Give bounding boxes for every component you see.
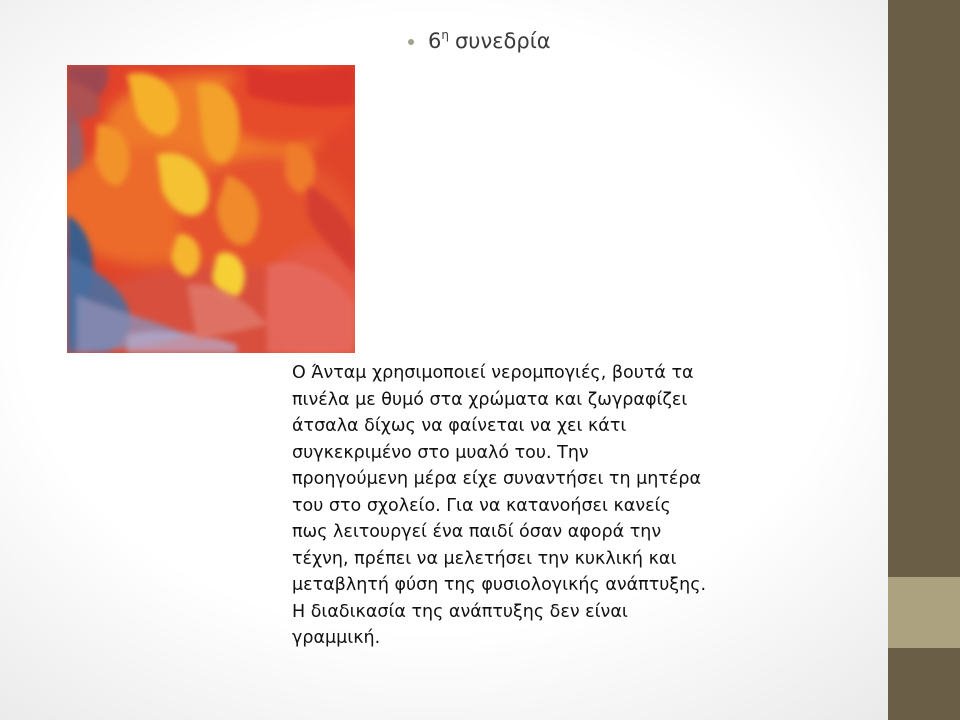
body-line: άτσαλα δίχως να φαίνεται να χει κάτι bbox=[292, 416, 627, 436]
body-line: Η διαδικασία της ανάπτυξης δεν είναι bbox=[292, 601, 628, 622]
body-line: γραμμική. bbox=[292, 628, 381, 648]
heading-word: συνεδρία bbox=[454, 29, 551, 53]
heading-text bbox=[428, 28, 551, 53]
body-line: πινέλα με θυμό στα χρώματα και ζωγραφίζει bbox=[292, 389, 688, 410]
body-paragraph bbox=[292, 360, 770, 652]
body-line: του στο σχολείο. Για να κατανοήσει κανείς bbox=[292, 495, 671, 516]
bullet-dot-icon bbox=[408, 39, 414, 45]
heading-number: 6 bbox=[428, 29, 442, 53]
body-line: τέχνη, πρέπει να μελετήσει την κυκλική και bbox=[292, 548, 677, 569]
body-line: πως λειτουργεί ένα παιδί όσαν αφορά την bbox=[292, 522, 662, 542]
bullet-heading bbox=[408, 28, 551, 53]
body-line: προηγούμενη μέρα είχε συναντήσει τη μητέρα bbox=[292, 469, 701, 489]
body-line: συγκεκριμένο στο μυαλό του. Την bbox=[292, 442, 589, 463]
body-line: Ο Άνταμ χρησιμοποιεί νερομπογιές, βουτά τα bbox=[292, 363, 694, 383]
painting-image bbox=[67, 65, 355, 353]
side-decor-accent bbox=[888, 577, 960, 648]
heading-superscript: η bbox=[441, 28, 449, 42]
body-line: μεταβλητή φύση της φυσιολογικής ανάπτυξης. bbox=[292, 575, 707, 595]
